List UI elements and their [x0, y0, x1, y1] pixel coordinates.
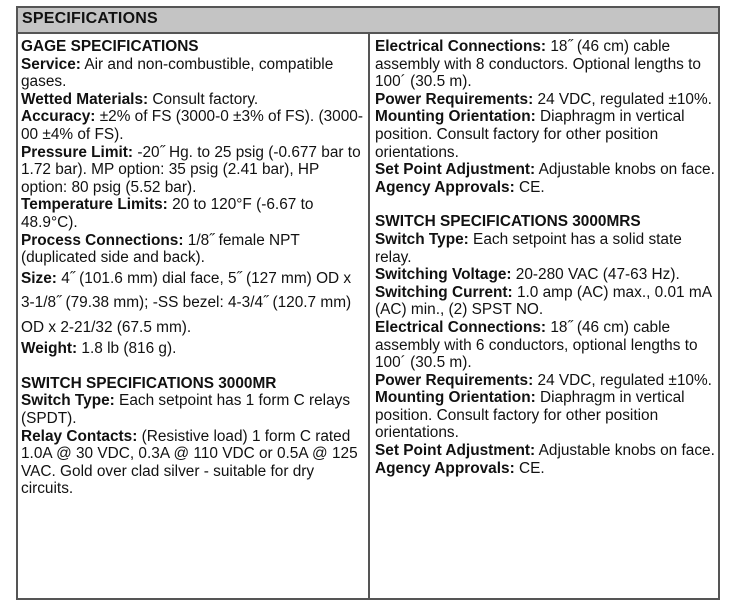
spec-value: CE. [514, 178, 545, 196]
spec-set-point-adjustment [375, 442, 718, 460]
spec-value: 20-280 VAC (47-63 Hz). [511, 266, 680, 284]
spec-accuracy [21, 108, 368, 143]
spec-value: 4˝ (101.6 mm) dial face, 5˝ (127 mm) OD x 3-1/8˝ (79.38 mm); -SS bezel: 4-3/4˝ (120.7 mm) OD x 2-21/32 (67.5 mm). [21, 269, 352, 336]
spec-value: CE. [514, 459, 545, 477]
spec-label: Power Requirements: [375, 371, 534, 389]
spec-label: Wetted Materials: [21, 90, 149, 108]
spec-label: Relay Contacts: [21, 427, 138, 445]
spec-temperature-limits [21, 196, 368, 231]
spec-value: 1/8˝ female NPT (duplicated side and back). [21, 231, 300, 267]
spec-relay-contacts [21, 428, 368, 498]
spec-agency-approvals [375, 460, 718, 478]
spec-label: Agency Approvals: [375, 459, 515, 477]
spec-label: Pressure Limit: [21, 143, 134, 161]
spec-label: Electrical Connections: [375, 318, 547, 336]
spec-label: Power Requirements: [375, 90, 534, 108]
spec-label: Agency Approvals: [375, 178, 515, 196]
spec-weight [21, 340, 368, 358]
spec-label: Switching Current: [375, 283, 513, 301]
spec-electrical-connections [375, 38, 718, 91]
spec-label: Mounting Orientation: [375, 389, 536, 407]
specifications-table [16, 6, 720, 600]
spec-value: 18˝ (46 cm) cable assembly with 6 conductors, optional lengths to 100´ (30.5 m). [375, 318, 698, 372]
spec-value: ±2% of FS (3000-0 ±3% of FS). (3000-00 ±4% of FS). [21, 108, 363, 143]
spec-service [21, 56, 368, 91]
spec-value: (Resistive load) 1 form C rated 1.0A @ 30 VDC, 0.3A @ 110 VDC or 0.5A @ 125 VAC. Gold over clad silver - suitable for dry circuits. [21, 427, 358, 498]
spec-switching-voltage [375, 266, 718, 284]
spec-size [21, 267, 368, 341]
spec-label: Accuracy: [21, 108, 96, 126]
spec-value: 18˝ (46 cm) cable assembly with 8 conductors. Optional lengths to 100´ (30.5 m). [375, 38, 701, 91]
spacer [21, 358, 368, 375]
spec-label: Temperature Limits: [21, 196, 168, 214]
gage-specifications-heading: GAGE SPECIFICATIONS [21, 38, 199, 55]
spec-value: 24 VDC, regulated ±10%. [533, 371, 712, 389]
spec-label: Set Point Adjustment: [375, 161, 536, 179]
spec-set-point-adjustment [375, 161, 718, 179]
spec-switching-current [375, 284, 718, 319]
spec-wetted-materials [21, 91, 368, 109]
spec-label: Weight: [21, 340, 78, 358]
spec-pressure-limit [21, 144, 368, 197]
spec-switch-type [375, 231, 718, 266]
spec-value: Each setpoint has 1 form C relays (SPDT). [21, 392, 351, 427]
spec-process-connections [21, 232, 368, 267]
spec-agency-approvals [375, 179, 718, 197]
table-title: SPECIFICATIONS [22, 10, 158, 27]
spec-value: 20 to 120°F (-6.67 to 48.9°C). [21, 196, 314, 231]
spec-value: -20˝ Hg. to 25 psig (-0.677 bar to 1.72 bar). MP option: 35 psig (2.41 bar), HP option: 80 psig (5.52 bar). [21, 143, 361, 196]
spacer [375, 196, 718, 213]
spec-value: Diaphragm in vertical position. Consult factory for other position orientations. [375, 108, 685, 161]
right-column [372, 34, 718, 598]
spec-label: Electrical Connections: [375, 38, 547, 55]
spec-mounting-orientation [375, 389, 718, 442]
spec-value: Adjustable knobs on face. [535, 161, 715, 179]
spec-value: Each setpoint has a solid state relay. [375, 230, 682, 266]
spec-label: Size: [21, 269, 57, 287]
spec-label: Set Point Adjustment: [375, 442, 536, 460]
spec-power-requirements [375, 372, 718, 390]
spec-value: Air and non-combustible, compatible gases. [21, 55, 334, 91]
spec-value: Adjustable knobs on face. [535, 442, 715, 460]
spec-mounting-orientation [375, 108, 718, 161]
spec-switch-type [21, 392, 368, 427]
table-header [18, 8, 718, 34]
spec-label: Switch Type: [21, 392, 115, 410]
switch-specifications-3000mr-heading: SWITCH SPECIFICATIONS 3000MR [21, 374, 277, 392]
spec-label: Switch Type: [375, 230, 469, 248]
spec-label: Service: [21, 55, 81, 73]
spec-label: Mounting Orientation: [375, 108, 536, 126]
spec-value: 1.8 lb (816 g). [77, 340, 177, 358]
left-column [18, 34, 370, 598]
switch-specifications-3000mrs-heading: SWITCH SPECIFICATIONS 3000MRS [375, 213, 641, 231]
spec-value: 1.0 amp (AC) max., 0.01 mA (AC) min., (2) SPST NO. [375, 283, 712, 319]
spec-label: Process Connections: [21, 231, 184, 249]
spec-electrical-connections [375, 319, 718, 372]
spec-value: Consult factory. [148, 90, 259, 108]
spec-value: Diaphragm in vertical position. Consult factory for other position orientations. [375, 389, 685, 442]
spec-value: 24 VDC, regulated ±10%. [533, 90, 712, 108]
spec-power-requirements [375, 91, 718, 109]
spec-label: Switching Voltage: [375, 266, 512, 284]
